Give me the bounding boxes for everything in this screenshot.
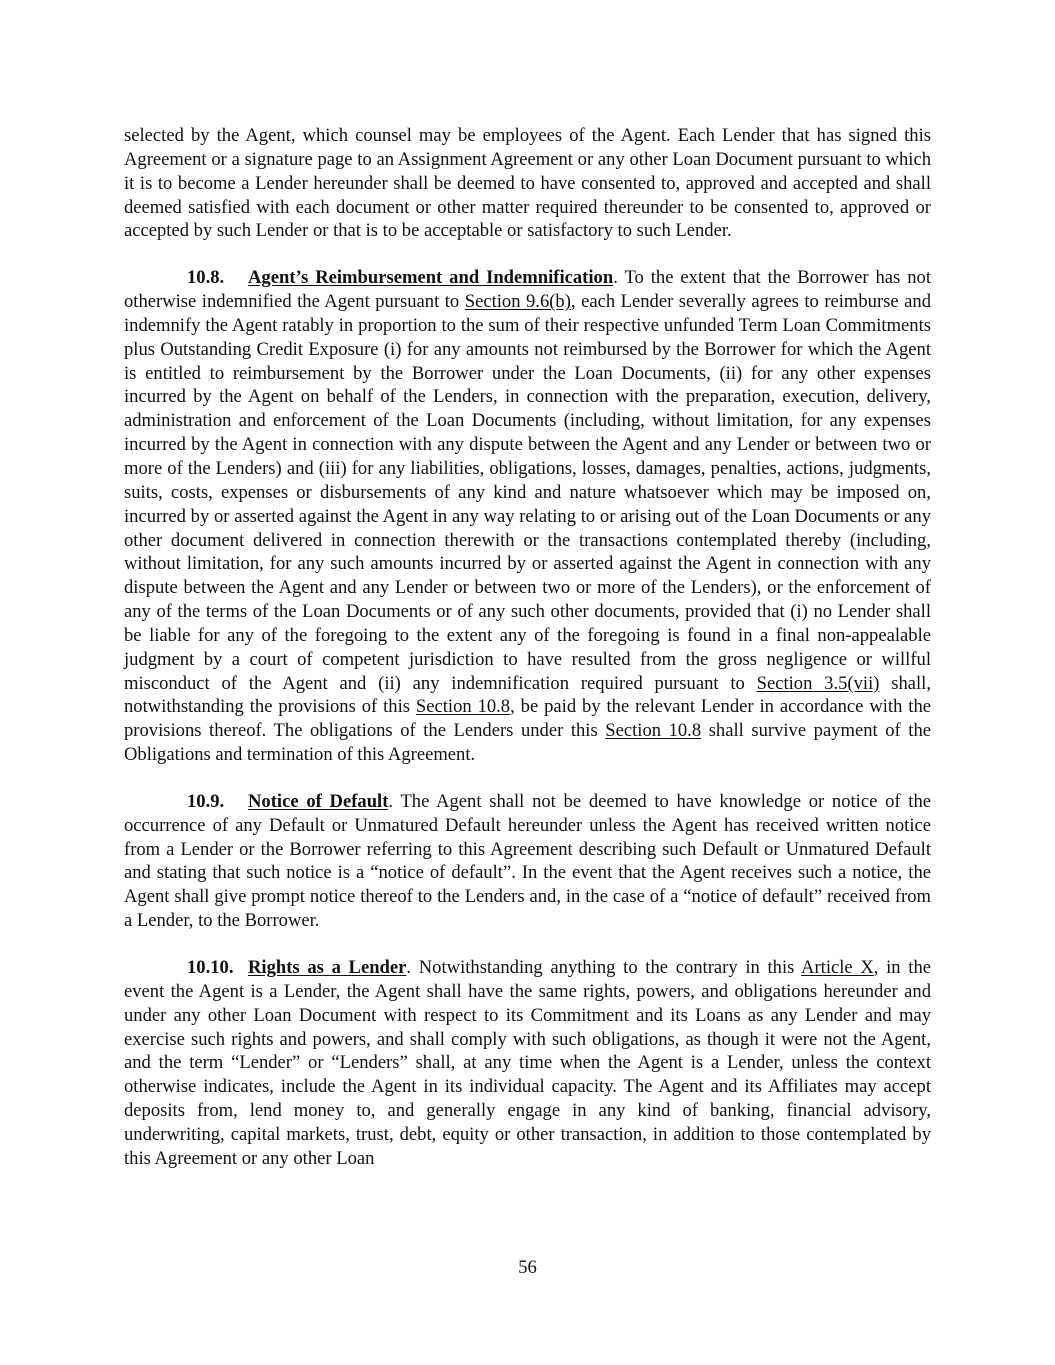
paragraph-text: selected by the Agent, which counsel may be employees of the Agent. Each Lender that has signed this Agreement or a signature page to an Assignment Agreement or any other Loan Document pursuant to which it is to become a Lender hereunder shall be deemed to have consented to, approved and accepted and shall deemed satisfied with each document or other matter required thereunder to be consented to, approved or accepted by such Lender or that is to be acceptable or satisfactory to such Lender. bbox=[124, 125, 931, 242]
section-10-9 bbox=[124, 790, 931, 933]
section-10-8 bbox=[124, 266, 931, 767]
cross-reference: Section 9.6(b) bbox=[464, 291, 571, 313]
section-heading: Rights as a Lender bbox=[248, 957, 407, 978]
section-10-10 bbox=[124, 956, 931, 1171]
section-number: 10.10. bbox=[187, 957, 234, 978]
section-text: . To the extent that the Borrower has not otherwise indemnified the Agent pursuant to bbox=[124, 267, 931, 313]
section-heading: Notice of Default bbox=[248, 790, 389, 812]
paragraph-continuation bbox=[124, 124, 931, 243]
cross-reference: Section 10.8 bbox=[415, 696, 511, 718]
document-page bbox=[124, 124, 931, 1194]
cross-reference: Section 3.5(vii) bbox=[756, 672, 880, 694]
section-text: shall survive payment of the Obligations and termination of this Agreement. bbox=[124, 720, 931, 766]
section-text: . Notwithstanding anything to the contrary in this bbox=[406, 957, 802, 978]
cross-reference: Article X bbox=[801, 957, 874, 978]
section-text: . The Agent shall not be deemed to have knowledge or notice of the occurrence of any Default or Unmatured Default hereunder unless the Agent has received written notice from a Lender or the Borrower referring to this Agreement describing such Default or Unmatured Default and stating that such notice is a “notice of default”. In the event that the Agent receives such a notice, the Agent shall give prompt notice thereof to the Lenders and, in the case of a “notice of default” received from a Lender, to the Borrower. bbox=[124, 790, 931, 932]
section-number: 10.8. bbox=[187, 267, 225, 289]
section-text: , in the event the Agent is a Lender, the Agent shall have the same rights, powers, and obligations hereunder and under any other Loan Document with respect to its Commitment and its Loans as any Lender and may exercise such rights and powers, and shall comply with such obligations, as though it were not the Agent, and the term “Lender” or “Lenders” shall, at any time when the Agent is a Lender, unless the context otherwise indicates, include the Agent in its individual capacity. The Agent and its Affiliates may accept deposits from, lend money to, and generally engage in any kind of banking, financial advisory, underwriting, capital markets, trust, debt, equity or other transaction, in addition to those contemplated by this Agreement or any other Loan bbox=[124, 957, 932, 1169]
section-text: shall, notwithstanding the provisions of this bbox=[124, 672, 931, 718]
section-text: , each Lender severally agrees to reimburse and indemnify the Agent ratably in proportion to the sum of their respective unfunded Term Loan Commitments plus Outstanding Credit Exposure (i) for any amounts not reimbursed by the Borrower for which the Agent is entitled to reimbursement by the Borrower under the Loan Documents, (ii) for any other expenses incurred by the Agent on behalf of the Lenders, in connection with the preparation, execution, delivery, administration and enforcement of the Loan Documents (including, without limitation, for any expenses incurred by the Agent in connection with any dispute between the Agent and any Lender or between two or more of the Lenders) and (iii) for any liabilities, obligations, losses, damages, penalties, actions, judgments, suits, costs, expenses or disbursements of any kind and nature whatsoever which may be imposed on, incurred by or asserted against the Agent in any way relating to or arising out of the Loan Documents or any other document delivered in connection therewith or the transactions contemplated thereby (including, without limitation, for any such amounts incurred by or asserted against the Agent in connection with any dispute between the Agent and any Lender or between two or more of the Lenders), or the enforcement of any of the terms of the Loan Documents or of any such other documents, provided that (i) no Lender shall be liable for any of the foregoing to the extent any of the foregoing is found in a final non-appealable judgment by a court of competent jurisdiction to have resulted from the gross negligence or willful misconduct of the Agent and (ii) any indemnification required pursuant to bbox=[124, 291, 932, 694]
section-text: , be paid by the relevant Lender in accordance with the provisions thereof. The obligations of the Lenders under this bbox=[124, 696, 931, 742]
section-heading: Agent’s Reimbursement and Indemnification bbox=[248, 267, 614, 289]
section-number: 10.9. bbox=[187, 790, 225, 812]
cross-reference: Section 10.8 bbox=[605, 720, 702, 742]
page-number: 56 bbox=[518, 1257, 537, 1278]
